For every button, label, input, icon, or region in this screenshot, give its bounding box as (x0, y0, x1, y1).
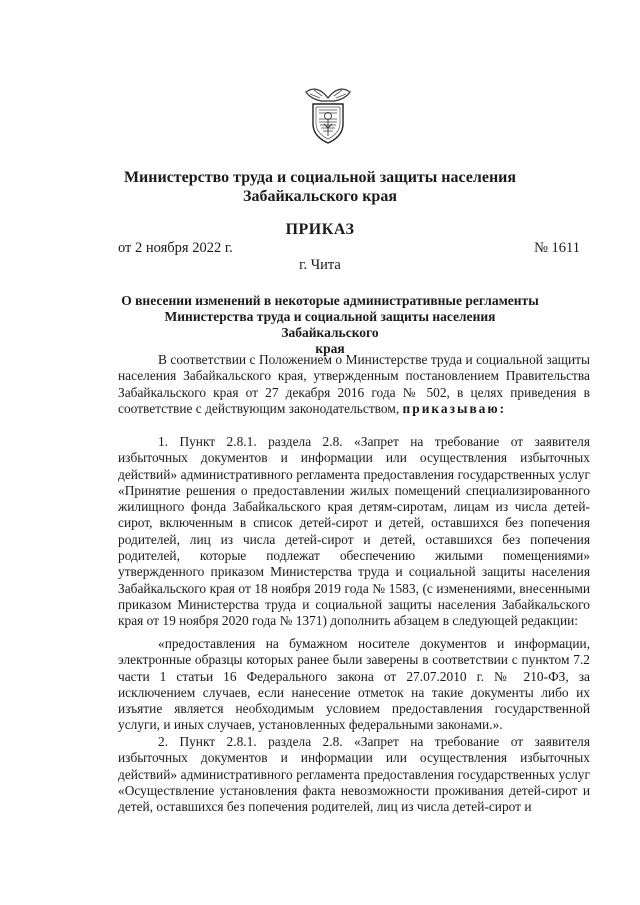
city: г. Чита (299, 257, 341, 273)
order-number: № 1611 (534, 240, 580, 256)
ministry-name (100, 168, 540, 206)
clause-1-quote (118, 636, 590, 734)
clause-2 (118, 734, 590, 815)
subject-line2: Министерства труда и социальной защиты населения Забайкальского (164, 309, 496, 340)
subject-line1: О внесении изменений в некоторые административные регламенты (121, 293, 539, 308)
date-number-line (118, 240, 580, 257)
preamble-directive: приказываю: (402, 400, 507, 416)
ministry-name-line2: Забайкальского края (243, 188, 397, 205)
clause-1 (118, 434, 590, 630)
clause-1-quote-text: «предоставления на бумажном носителе документов и информации, электронные образцы которых ранее были заверены в соответствии с пунктом 7.2 части 1 статьи 16 Федерального закона от 27.07.2010 г. № 210-ФЗ, за исключением случаев, если нанесение отметок на такие документы либо их изъятие является необходимым условием предоставления государственной услуги, и иных случаев, установленных федеральными законами.». (118, 636, 590, 733)
order-title: ПРИКАЗ (285, 221, 355, 238)
ministry-name-line1: Министерство труда и социальной защиты населения (123, 169, 517, 186)
preamble-text: В соответствии с Положением о Министерстве труда и социальной защиты населения Забайкальского края, утвержденным постановлением Правительства Забайкальского края от 27 декабря 2016 года № 502, в целях приведения в соответствие с действующим законодательством, (118, 352, 590, 416)
order-subject (120, 293, 540, 357)
subject-line3: края (315, 341, 345, 356)
order-date: от 2 ноября 2022 г. (118, 240, 233, 256)
preamble (118, 352, 590, 417)
clause-1-text: 1. Пункт 2.8.1. раздела 2.8. «Запрет на требование от заявителя избыточных документов и информации или осуществления избыточных действий» административного регламента предоставления государственных услуг «Принятие решения о предоставлении жилых помещений специализированного жилищного фонда Забайкальского края детям-сиротам, лицам из числа детей-сирот, включенным в список детей-сирот и детей, оставшихся без попечения родителей, лиц из числа детей-сирот и детей, оставшихся без попечения родителей, которые подлежат обеспечению жилыми помещениями» утвержденного приказом Министерства труда и социальной защиты населения Забайкальского края от 18 ноября 2019 года № 1583, (с изменениями, внесенными приказом Министерства труда и социальной защиты населения Забайкальского края от 19 ноября 2020 года № 1371) дополнить абзацем в следующей редакции: (118, 434, 590, 629)
coat-of-arms-icon (300, 84, 356, 146)
clause-2-text: 2. Пункт 2.8.1. раздела 2.8. «Запрет на требование от заявителя избыточных документов и информации или осуществления избыточных действий» административного регламента предоставления государственных услуг «Осуществление установления факта невозможности проживания детей-сирот и детей, оставшихся без попечения родителей, лиц из числа детей-сирот и (118, 734, 590, 815)
